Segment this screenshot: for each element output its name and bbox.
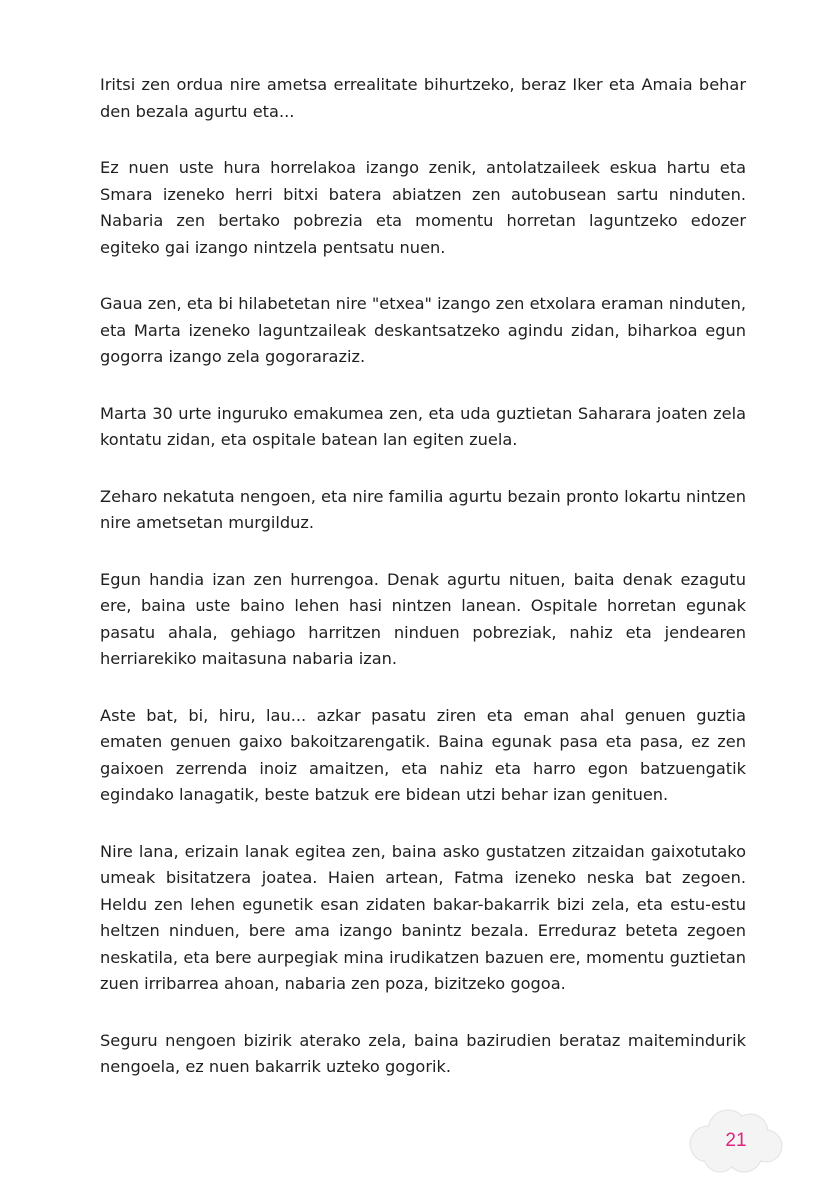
page-body-text <box>100 72 746 1111</box>
paragraph-6: Egun handia izan zen hurrengoa. Denak agurtu nituen, baita denak ezagutu ere, baina uste baino lehen hasi nintzen lanean. Ospitale horretan egunak pasatu ahala, gehiago harritzen ninduen pobreziak, nahiz eta jendearen herriarekiko maitasuna nabaria izan. <box>100 569 746 668</box>
paragraph-8: Nire lana, erizain lanak egitea zen, baina asko gustatzen zitzaidan gaixotutako umeak bisitatzera joatea. Haien artean, Fatma izeneko neska bat zegoen. Heldu zen lehen egunetik esan zidaten bakar-bakarrik bizi zela, eta estu-estu heltzen ninduen, bere ama izango banintz bezala. Erreduraz beteta zegoen neskatila, eta bere aurpegiak mina irudikatzen bazuen ere, momentu guztietan zuen irribarrea ahoan, nabaria zen poza, bizitzeko gogoa. <box>100 841 746 993</box>
page-number: 21 <box>725 1130 747 1151</box>
paragraph-4: Marta 30 urte inguruko emakumea zen, eta uda guztietan Saharara joaten zela kontatu zidan, eta ospitale batean lan egiten zuela. <box>100 403 746 449</box>
paragraph-2: Ez nuen uste hura horrelakoa izango zenik, antolatzaileek eskua hartu eta Smara izeneko herri bitxi batera abiatzen zen autobusean sartu ninduten. Nabaria zen bertako pobrezia eta momentu horretan laguntzeko edozer egiteko gai izango nintzela pentsatu nuen. <box>100 158 746 257</box>
paragraph-9: Seguru nengoen bizirik aterako zela, baina bazirudien berataz maitemindurik nengoela, ez nuen bakarrik uzteko gogorik. <box>100 1030 746 1076</box>
paragraph-7: Aste bat, bi, hiru, lau... azkar pasatu ziren eta eman ahal genuen guztia ematen genuen gaixo bakoitzarengatik. Baina egunak pasa eta pasa, ez zen gaixoen zerrenda inoiz amaitzen, eta nahiz eta harro egon batzuengatik egindako lanagatik, beste batzuk ere bidean utzi behar izan genituen. <box>100 705 746 804</box>
paragraph-5: Zeharo nekatuta nengoen, eta nire familia agurtu bezain pronto lokartu nintzen nire ametsetan murgilduz. <box>100 486 746 532</box>
paragraph-1: Iritsi zen ordua nire ametsa errealitate bihurtzeko, beraz Iker eta Amaia behar den bezala agurtu eta... <box>100 75 746 121</box>
paragraph-3: Gaua zen, eta bi hilabetetan nire "etxea" izango zen etxolara eraman ninduten, eta Marta izeneko laguntzaileak deskantsatzeko agindu zidan, biharkoa egun gogorra izango zela gogoraraziz. <box>100 294 746 366</box>
